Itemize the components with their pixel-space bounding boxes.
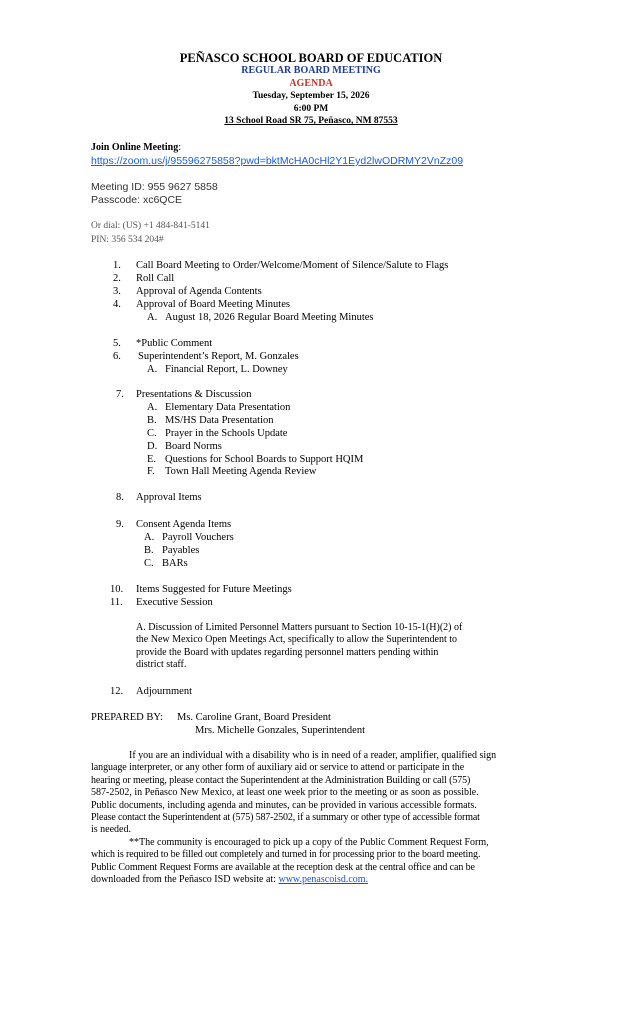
prepared-by-label: PREPARED BY:: [91, 712, 163, 723]
executive-session-detail: A. Discussion of Limited Personnel Matters pursuant to Section 10-15-1(H)(2) of the New Mexico Open Meetings Act, specifically to allow the Superintendent to provide the Board with updates regarding personnel matters pending within district staff.: [136, 622, 463, 671]
meeting-id: Meeting ID: 955 9627 5858: [91, 181, 218, 193]
dial-in-pin: PIN: 356 534 204#: [91, 235, 164, 245]
passcode: Passcode: xc6QCE: [91, 194, 183, 206]
agenda-heading: AGENDA: [289, 77, 333, 89]
prepared-by-president: Ms. Caroline Grant, Board President: [177, 712, 331, 723]
zoom-link[interactable]: https://zoom.us/j/95596275858?pwd=bktMcHA0cHl2Y1Eyd2lwODRMY2VnZz09: [91, 155, 464, 167]
document-header: [0, 51, 622, 128]
meeting-address: 13 School Road SR 75, Peñasco, NM 87553: [224, 116, 398, 126]
website-link[interactable]: www.penascoisd.com.: [278, 874, 369, 886]
document-title: PEÑASCO SCHOOL BOARD OF EDUCATION: [179, 51, 443, 65]
meeting-date: Tuesday, September 15, 2026: [252, 91, 370, 101]
dial-in-number: Or dial: (US) +1 484-841-5141: [91, 221, 210, 231]
join-online-label: Join Online Meeting:: [91, 142, 182, 153]
accessibility-notice: If you are an individual with a disability who is in need of a reader, amplifier, qualified sign language interpreter, or any other form of auxiliary aid or service to attend or participate in the hearing or meeting, please contact the Superintendent at the Administration Building or call (575) 587-2502, in Peñasco New Mexico, at least one week prior to the meeting or as soon as possible. Public documents, including agenda and minutes, can be provided in various accessible formats. Please contact the Superintendent at (575) 587-2502, if a summary or other type of accessible format is needed. **The community is encouraged to pick up a copy of the Public Comment Request Form, which is required to be filled out completely and turned in for processing prior to the board meeting. Public Comment Request Forms are available at the reception desk at the central office and can be downloaded from the Peñasco ISD website at: www.penascoisd.com.: [91, 750, 497, 886]
prepared-by-superintendent: Mrs. Michelle Gonzales, Superintendent: [195, 725, 365, 736]
meeting-type: REGULAR BOARD MEETING: [241, 65, 381, 76]
meeting-time: 6:00 PM: [293, 103, 329, 114]
